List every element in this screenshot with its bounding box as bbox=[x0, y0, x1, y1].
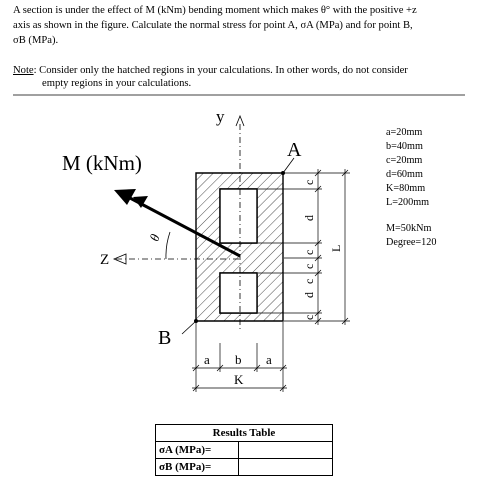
problem-line-2: axis as shown in the figure. Calculate the normal stress for point A, σA (MPa) and for point B, bbox=[13, 20, 413, 31]
point-a-label: A bbox=[287, 139, 302, 161]
sigma-a-label: σA (MPa)= bbox=[156, 442, 239, 459]
dim-c-3: c bbox=[302, 263, 316, 269]
sigma-a-input[interactable] bbox=[239, 442, 333, 459]
dim-d-2: d bbox=[302, 292, 316, 298]
param-a: a=20mm bbox=[386, 127, 423, 138]
dim-c-5: c bbox=[302, 314, 316, 320]
param-d: d=60mm bbox=[386, 169, 423, 180]
note-label: Note bbox=[13, 65, 34, 76]
moment-label: M (kNm) bbox=[62, 151, 142, 175]
dim-a-left: a bbox=[204, 352, 210, 367]
dim-b: b bbox=[235, 352, 242, 367]
sigma-b-input[interactable] bbox=[239, 459, 333, 476]
problem-line-3: σB (MPa). bbox=[13, 35, 59, 46]
dim-k: K bbox=[234, 372, 244, 387]
dim-a-right: a bbox=[266, 352, 272, 367]
parameters-list bbox=[386, 126, 436, 250]
point-b-leader bbox=[182, 321, 196, 334]
upper-hole bbox=[220, 189, 257, 243]
dim-d-1: d bbox=[302, 215, 316, 221]
param-b: b=40mm bbox=[386, 141, 423, 152]
y-axis-label: y bbox=[216, 107, 225, 126]
param-m: M=50kNm bbox=[386, 223, 432, 234]
theta-label: θ bbox=[146, 232, 163, 244]
note-line-2: empty regions in your calculations. bbox=[42, 78, 192, 89]
problem-line-1: A section is under the effect of M (kNm) bending moment which makes θ° with the positive +z bbox=[13, 5, 417, 16]
dim-l: L bbox=[329, 244, 343, 252]
dim-c-4: c bbox=[302, 278, 316, 284]
dim-c-1: c bbox=[302, 179, 316, 185]
param-k: K=80mm bbox=[386, 183, 426, 194]
param-degree: Degree=120 bbox=[386, 237, 437, 248]
dim-c-2: c bbox=[302, 249, 316, 255]
results-table bbox=[155, 424, 333, 476]
param-l: L=200mm bbox=[386, 197, 430, 208]
note-line-1: : Consider only the hatched regions in your calculations. In other words, do not consider bbox=[33, 65, 408, 76]
z-axis-label: Z bbox=[100, 252, 110, 268]
theta-arc bbox=[166, 232, 170, 259]
moment-arrowhead-icon bbox=[114, 189, 136, 205]
param-c: c=20mm bbox=[386, 155, 423, 166]
sigma-b-label: σB (MPa)= bbox=[156, 459, 239, 476]
point-b-label: B bbox=[158, 327, 172, 349]
results-table-title: Results Table bbox=[156, 425, 333, 442]
lower-hole bbox=[220, 273, 257, 313]
